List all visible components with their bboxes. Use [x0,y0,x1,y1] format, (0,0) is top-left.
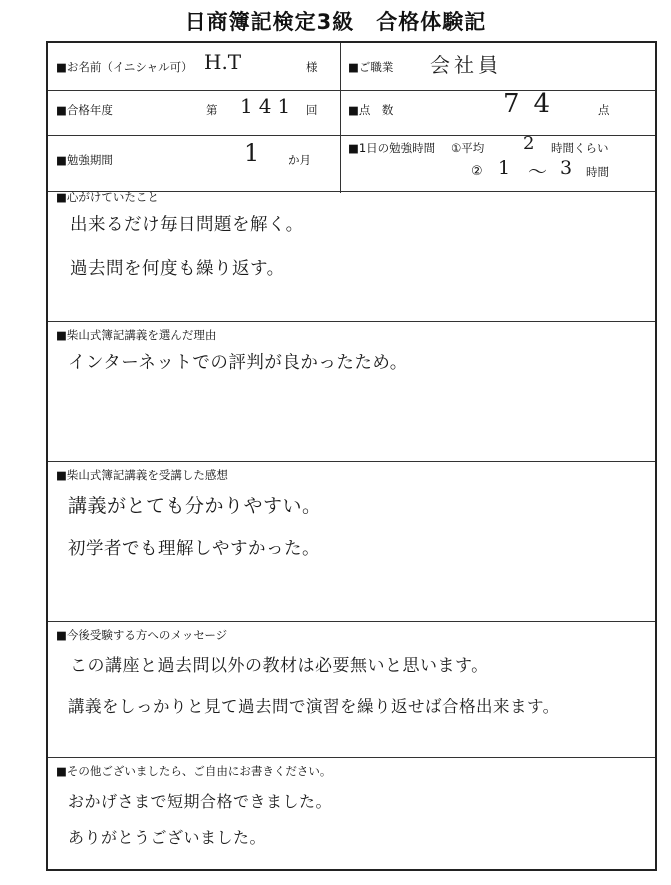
section-divider [48,321,655,322]
score-suffix: 点 [598,103,610,117]
name-value: H.T [204,50,242,74]
section-label-mindset: ■心がけていたこと [56,190,159,204]
section-divider [48,757,655,758]
section-label-message: ■今後受験する方へのメッセージ [56,628,228,642]
daily-opt1-suffix: 時間くらい [551,141,609,155]
name-label: ■お名前（イニシャル可） [56,60,193,74]
year-value: 141 [240,94,297,118]
year-label: ■合格年度 [56,103,113,117]
score-value: 74 [503,89,565,119]
row-divider [48,135,655,136]
other-line-1: おかげさまで短期合格できました。 [68,792,333,811]
daily-label: ■1日の勉強時間 [348,141,436,155]
impression-line-2: 初学者でも理解しやすかった。 [68,539,320,559]
section-label-impression: ■柴山式簿記講義を受講した感想 [56,468,228,482]
other-line-2: ありがとうございました。 [68,828,267,847]
mindset-line-2: 過去問を何度も繰り返す。 [70,259,285,279]
daily-opt2-label: ② [471,164,483,179]
daily-opt2-from: 1 [498,157,511,179]
job-value: 会社員 [430,53,502,77]
daily-opt1-label: ①平均 [451,141,485,155]
message-line-2: 講義をしっかりと見て過去問で演習を繰り返せば合格出来ます。 [68,697,560,716]
daily-opt2-sep: ～ [528,161,548,183]
year-prefix: 第 [206,103,218,117]
daily-opt1-value: 2 [523,133,535,154]
column-divider [340,43,341,193]
impression-line-1: 講義がとても分かりやすい。 [68,495,322,517]
daily-opt2-suffix: 時間 [586,165,609,179]
section-divider [48,461,655,462]
section-divider [48,621,655,622]
daily-opt2-to: 3 [560,157,573,179]
period-suffix: か月 [288,153,311,167]
reason-line-1: インターネットでの評判が良かったため。 [68,353,408,373]
message-line-1: この講座と過去問以外の教材は必要無いと思います。 [70,656,489,676]
job-label: ■ご職業 [348,60,394,74]
survey-form [46,41,657,871]
period-value: 1 [244,139,266,167]
page-title: 日商簿記検定3級 合格体験記 [184,10,487,34]
score-label: ■点 数 [348,103,394,117]
section-label-reason: ■柴山式簿記講義を選んだ理由 [56,328,217,342]
name-suffix: 様 [306,60,318,74]
period-label: ■勉強期間 [56,153,113,167]
section-label-other: ■その他ございましたら、ご自由にお書きください。 [56,764,332,778]
year-suffix: 回 [306,103,318,117]
mindset-line-1: 出来るだけ毎日問題を解く。 [70,215,304,235]
